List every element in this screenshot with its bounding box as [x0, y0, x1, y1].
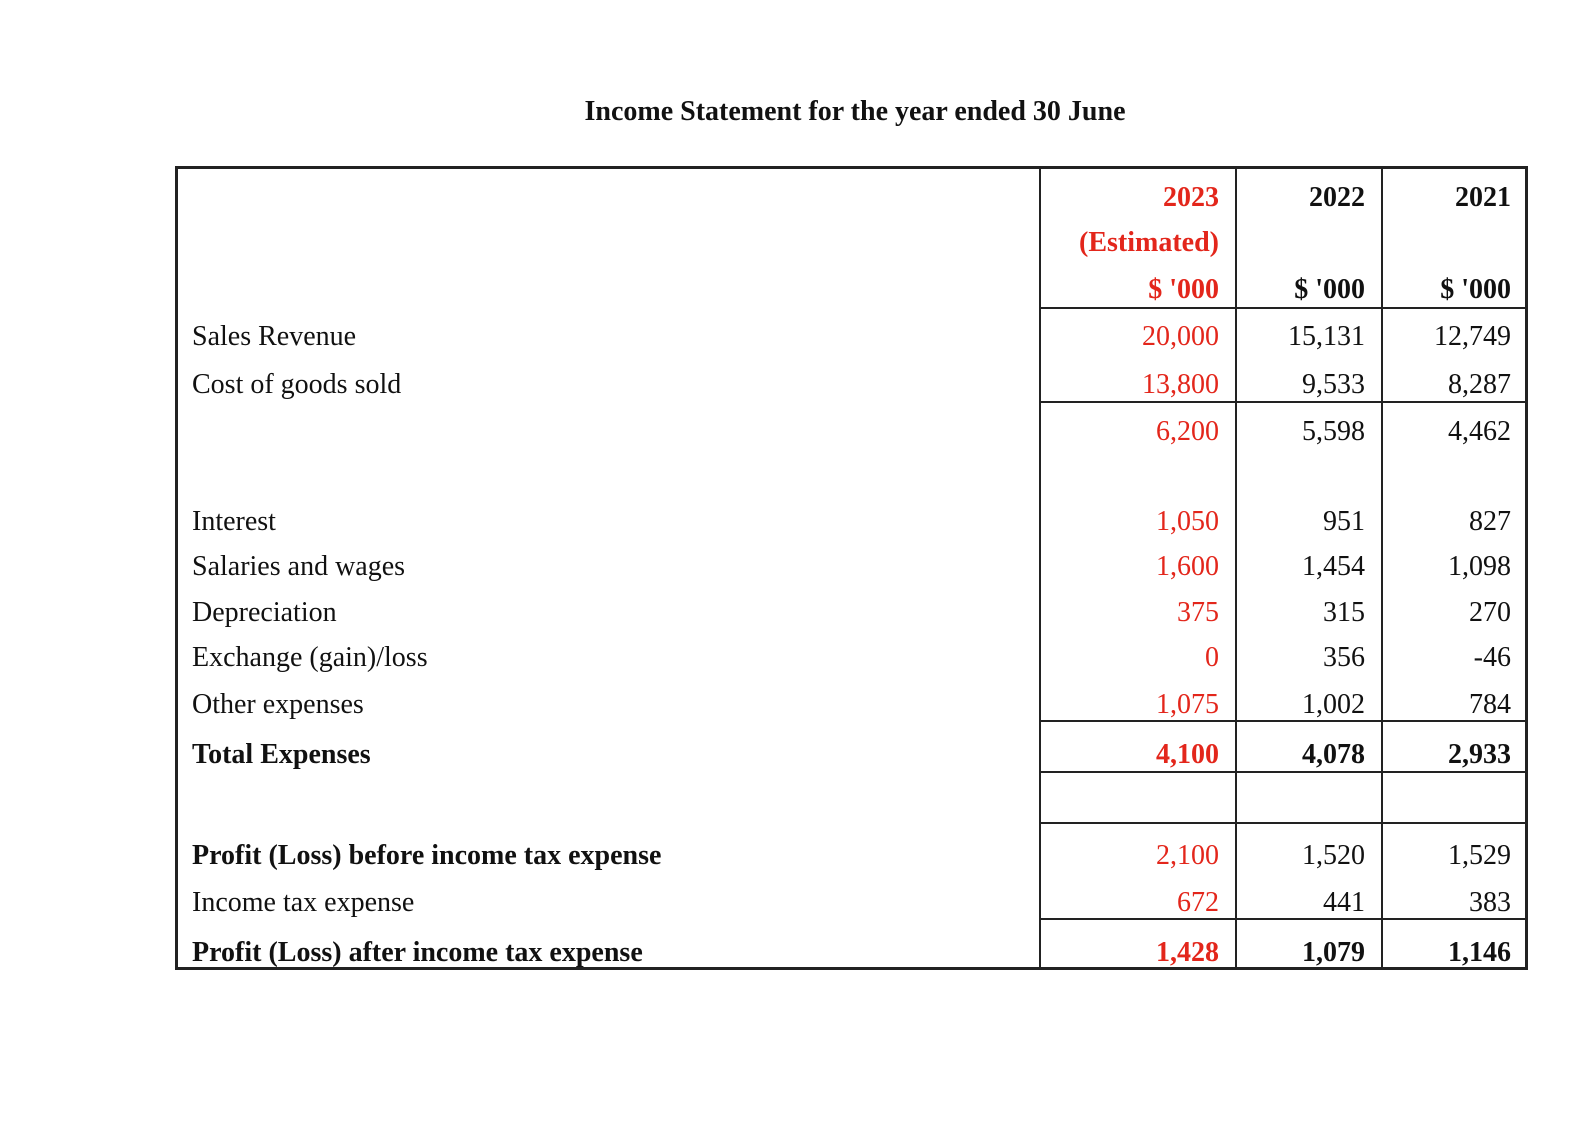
income-tax-2022: 441 — [1323, 887, 1365, 918]
gross-profit-2022: 5,598 — [1302, 416, 1365, 447]
profit-before-tax-2023: 2,100 — [1156, 840, 1219, 871]
row-label-cogs: Cost of goods sold — [192, 369, 402, 400]
interest-2021: 827 — [1469, 506, 1511, 537]
sales-2021: 12,749 — [1434, 321, 1511, 352]
header-year-2021: 2021 — [1455, 182, 1511, 213]
column-divider — [1235, 166, 1237, 970]
column-divider — [1381, 166, 1383, 970]
profit-after-tax-2022: 1,079 — [1302, 937, 1365, 968]
gross-profit-2021: 4,462 — [1448, 416, 1511, 447]
depreciation-2022: 315 — [1323, 597, 1365, 628]
row-label-salaries: Salaries and wages — [192, 551, 406, 582]
depreciation-2023: 375 — [1177, 597, 1219, 628]
exchange-2023: 0 — [1205, 642, 1219, 673]
total-expenses-2023: 4,100 — [1156, 739, 1219, 770]
row-label-income-tax: Income tax expense — [192, 887, 415, 918]
header-year-2022: 2022 — [1309, 182, 1365, 213]
row-label-sales-revenue: Sales Revenue — [192, 321, 357, 352]
sales-2022: 15,131 — [1288, 321, 1365, 352]
profit-before-tax-2022: 1,520 — [1302, 840, 1365, 871]
total-expenses-2022: 4,078 — [1302, 739, 1365, 770]
subtotal-rule — [1040, 720, 1528, 722]
header-unit-2023: $ '000 — [1148, 274, 1219, 305]
salaries-2023: 1,600 — [1156, 551, 1219, 582]
row-label-profit-after-tax: Profit (Loss) after income tax expense — [192, 937, 643, 968]
salaries-2021: 1,098 — [1448, 551, 1511, 582]
other-expenses-2021: 784 — [1469, 689, 1511, 720]
income-tax-2021: 383 — [1469, 887, 1511, 918]
depreciation-2021: 270 — [1469, 597, 1511, 628]
cogs-2021: 8,287 — [1448, 369, 1511, 400]
row-label-depreciation: Depreciation — [192, 597, 337, 628]
header-year-2023: 2023 — [1163, 182, 1219, 213]
gross-profit-2023: 6,200 — [1156, 416, 1219, 447]
other-expenses-2022: 1,002 — [1302, 689, 1365, 720]
other-expenses-2023: 1,075 — [1156, 689, 1219, 720]
total-rule — [1040, 822, 1528, 824]
profit-after-tax-2021: 1,146 — [1448, 937, 1511, 968]
row-label-total-expenses: Total Expenses — [192, 739, 371, 770]
income-tax-2023: 672 — [1177, 887, 1219, 918]
row-label-exchange: Exchange (gain)/loss — [192, 642, 428, 673]
exchange-2021: -46 — [1473, 642, 1511, 673]
header-unit-2021: $ '000 — [1440, 274, 1511, 305]
header-estimated-note: (Estimated) — [1079, 227, 1219, 258]
header-unit-2022: $ '000 — [1294, 274, 1365, 305]
interest-2022: 951 — [1323, 506, 1365, 537]
sales-2023: 20,000 — [1142, 321, 1219, 352]
interest-2023: 1,050 — [1156, 506, 1219, 537]
total-expenses-2021: 2,933 — [1448, 739, 1511, 770]
statement-title: Income Statement for the year ended 30 June — [584, 96, 1126, 127]
header-rule — [1040, 307, 1528, 309]
cogs-2022: 9,533 — [1302, 369, 1365, 400]
exchange-2022: 356 — [1323, 642, 1365, 673]
profit-before-tax-2021: 1,529 — [1448, 840, 1511, 871]
column-divider — [1039, 166, 1041, 970]
subtotal-rule — [1040, 918, 1528, 920]
cogs-2023: 13,800 — [1142, 369, 1219, 400]
profit-after-tax-2023: 1,428 — [1156, 937, 1219, 968]
row-label-profit-before-tax: Profit (Loss) before income tax expense — [192, 840, 662, 871]
salaries-2022: 1,454 — [1302, 551, 1365, 582]
row-label-other-expenses: Other expenses — [192, 689, 364, 720]
row-label-interest: Interest — [192, 506, 276, 537]
